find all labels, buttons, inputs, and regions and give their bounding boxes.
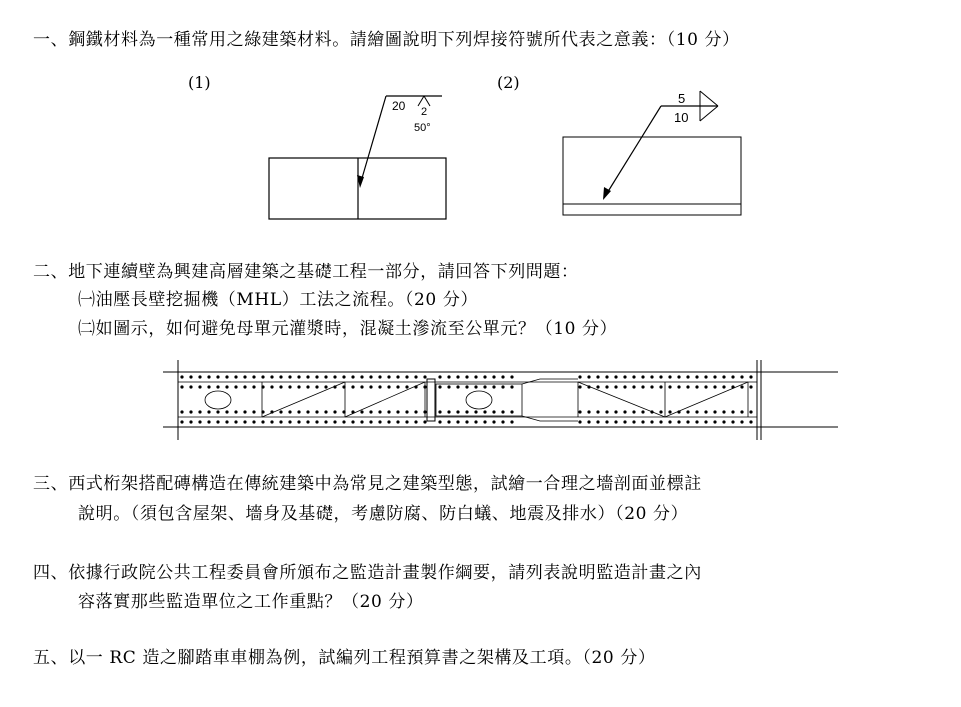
rebar-dot (270, 375, 273, 378)
rebar-dot (297, 385, 300, 388)
rebar-dot (414, 420, 417, 423)
rebar-dot (342, 420, 345, 423)
rebar-dot (333, 420, 336, 423)
rebar-dot (306, 375, 309, 378)
question-5-text: 五、以一 RC 造之腳踏車車棚為例，試編列工程預算書之架構及工項。（20 分） (33, 648, 656, 668)
rebar-dot (288, 375, 291, 378)
rebar-dot (492, 385, 495, 388)
rebar-dot (659, 385, 662, 388)
rebar-dot (414, 375, 417, 378)
rebar-dot (614, 385, 617, 388)
rebar-dot (510, 375, 513, 378)
rebar-dot (180, 375, 183, 378)
rebar-dot (578, 410, 581, 413)
rebar-dot (333, 375, 336, 378)
weld-size-text: 20 (392, 99, 406, 113)
rebar-dot (342, 385, 345, 388)
rebar-dot (396, 420, 399, 423)
rebar-dot (587, 385, 590, 388)
rebar-dot (252, 375, 255, 378)
rebar-dot (252, 420, 255, 423)
question-4-line-2: 容落實那些監造單位之工作重點？（20 分） (78, 592, 424, 612)
rebar-dot (623, 385, 626, 388)
rebar-dot (483, 385, 486, 388)
rebar-dot (632, 410, 635, 413)
rebar-dot (270, 410, 273, 413)
rebar-dot (695, 420, 698, 423)
rebar-dot (324, 410, 327, 413)
rebar-dot (465, 385, 468, 388)
rebar-dot (447, 375, 450, 378)
rebar-dot (198, 375, 201, 378)
rebar-dot (722, 420, 725, 423)
rebar-dot (483, 410, 486, 413)
rebar-dot (225, 420, 228, 423)
rebar-dot (483, 375, 486, 378)
rebar-dot (252, 410, 255, 413)
rebar-dot (243, 420, 246, 423)
rebar-dot (447, 410, 450, 413)
rebar-dot (396, 375, 399, 378)
rebar-dot (641, 385, 644, 388)
rebar-dot (650, 420, 653, 423)
rebar-dot (234, 385, 237, 388)
rebar-dot (668, 410, 671, 413)
rebar-dot (501, 420, 504, 423)
rebar-dot (279, 375, 282, 378)
rebar-dot (677, 410, 680, 413)
rebar-dot (677, 420, 680, 423)
rebar-dot (423, 385, 426, 388)
rebar-dot (279, 410, 282, 413)
rebar-dot (438, 420, 441, 423)
question-2-text: 二、地下連續壁為興建高層建築之基礎工程一部分，請回答下列問題： (33, 262, 579, 282)
rebar-dot (704, 420, 707, 423)
rebar-dot (351, 410, 354, 413)
rebar-dot (605, 375, 608, 378)
rebar-dot (650, 385, 653, 388)
fillet-bottom-text: 10 (674, 110, 689, 125)
rebar-dot (198, 420, 201, 423)
rebar-dot (587, 410, 590, 413)
rebar-dot (405, 385, 408, 388)
rebar-dot (668, 375, 671, 378)
rebar-dot (423, 420, 426, 423)
rebar-dot (713, 410, 716, 413)
rebar-dot (405, 375, 408, 378)
rebar-dot (405, 410, 408, 413)
rebar-dot (438, 385, 441, 388)
question-2-sub-2: ㈡如圖示，如何避免母單元灌漿時，混凝土滲流至公單元？（10 分） (78, 319, 618, 339)
rebar-dot (605, 385, 608, 388)
rebar-dot (438, 410, 441, 413)
rebar-dot (324, 420, 327, 423)
rebar-dot (474, 420, 477, 423)
cage-brace-2 (345, 382, 425, 417)
rebar-dot (587, 420, 590, 423)
rebar-dot (650, 375, 653, 378)
rebar-dot (623, 375, 626, 378)
rebar-dot (189, 410, 192, 413)
rebar-dot (351, 420, 354, 423)
rebar-dot (722, 385, 725, 388)
rebar-dot (686, 375, 689, 378)
weld-depth-text: 2 (421, 106, 428, 118)
rebar-dot (315, 385, 318, 388)
rebar-dot (405, 420, 408, 423)
rebar-dot (578, 420, 581, 423)
rebar-dot (632, 420, 635, 423)
rebar-dot (614, 410, 617, 413)
rebar-dot (731, 385, 734, 388)
rebar-dot (677, 375, 680, 378)
rebar-dot (686, 385, 689, 388)
rebar-dot (243, 410, 246, 413)
rebar-dot (704, 375, 707, 378)
rebar-dot (605, 410, 608, 413)
rebar-dot (587, 375, 590, 378)
rebar-dot (387, 375, 390, 378)
rebar-dot (189, 420, 192, 423)
rebar-dot (740, 385, 743, 388)
rebar-dot (578, 375, 581, 378)
rebar-dot (632, 375, 635, 378)
rebar-dot (261, 410, 264, 413)
rebar-dot (578, 385, 581, 388)
rebar-dot (465, 375, 468, 378)
rebar-dot (225, 385, 228, 388)
rebar-dot (234, 420, 237, 423)
rebar-dot (333, 410, 336, 413)
rebar-dot (252, 385, 255, 388)
rebar-dot (261, 420, 264, 423)
rebar-dot (456, 410, 459, 413)
rebar-dot (180, 385, 183, 388)
rebar-dot (474, 410, 477, 413)
rebar-dot (369, 385, 372, 388)
rebar-dot (740, 375, 743, 378)
rebar-dot (360, 420, 363, 423)
rebar-dot (731, 375, 734, 378)
rebar-dot (492, 375, 495, 378)
rebar-dot (623, 420, 626, 423)
rebar-dot (501, 410, 504, 413)
rebar-dot (596, 420, 599, 423)
rebar-dot (695, 385, 698, 388)
rebar-dot (180, 410, 183, 413)
rebar-dot (623, 410, 626, 413)
rebar-dot (632, 385, 635, 388)
rebar-dot (189, 375, 192, 378)
rebar-dot (677, 385, 680, 388)
rebar-dot (270, 385, 273, 388)
rebar-dot (731, 420, 734, 423)
rebar-dot (749, 385, 752, 388)
question-2-sub-1: ㈠油壓長壁挖掘機（MHL）工法之流程。（20 分） (78, 290, 479, 310)
rebar-dot (225, 410, 228, 413)
rebar-dot (225, 375, 228, 378)
rebar-dot (378, 410, 381, 413)
rebar-dot (668, 385, 671, 388)
rebar-dot (614, 375, 617, 378)
rebar-dot (261, 385, 264, 388)
question-3-line-2: 說明。（須包含屋架、墻身及基礎，考慮防腐、防白蟻、地震及排水）（20 分） (78, 504, 689, 524)
question-1-text: 一、鋼鐵材料為一種常用之綠建築材料。請繪圖說明下列焊接符號所代表之意義：（10 分） (33, 30, 740, 50)
rebar-dot (324, 375, 327, 378)
rebar-dot (596, 375, 599, 378)
rebar-dot (315, 375, 318, 378)
question-4-line-1: 四、依據行政院公共工程委員會所頒布之監造計畫製作綱要，請列表說明監造計畫之內 (33, 563, 702, 583)
rebar-dot (261, 375, 264, 378)
rebar-dot (483, 420, 486, 423)
rebar-dot (378, 420, 381, 423)
rebar-dot (288, 385, 291, 388)
rebar-dot (189, 385, 192, 388)
rebar-dot (180, 420, 183, 423)
question-3-line-1: 三、西式桁架搭配磚構造在傳統建築中為常見之建築型態，試繪一合理之墻剖面並標註 (33, 474, 702, 494)
rebar-dot (396, 385, 399, 388)
rebar-dot (465, 420, 468, 423)
rebar-dot (342, 410, 345, 413)
rebar-dot (414, 385, 417, 388)
rebar-dot (713, 375, 716, 378)
rebar-dot (342, 375, 345, 378)
rebar-dot (722, 375, 725, 378)
rebar-dot (351, 385, 354, 388)
rebar-dot (360, 410, 363, 413)
rebar-dot (641, 375, 644, 378)
rebar-dot (641, 410, 644, 413)
rebar-dot (351, 375, 354, 378)
rebar-dot (731, 410, 734, 413)
rebar-dot (713, 385, 716, 388)
figure-2-label: (2) (497, 73, 520, 92)
rebar-dot (749, 410, 752, 413)
rebar-dot (198, 410, 201, 413)
rebar-dot (360, 385, 363, 388)
rebar-dot (315, 420, 318, 423)
rebar-dot (216, 410, 219, 413)
rebar-dot (369, 375, 372, 378)
rebar-dot (288, 420, 291, 423)
rebar-dot (270, 420, 273, 423)
rebar-dot (686, 410, 689, 413)
groove-angle-text: 50° (414, 122, 431, 134)
rebar-dot (198, 385, 201, 388)
rebar-dot (740, 410, 743, 413)
tremie-hole-left (205, 391, 231, 409)
rebar-dot (387, 420, 390, 423)
rebar-dot (423, 410, 426, 413)
rebar-dot (474, 385, 477, 388)
rebar-dot (447, 385, 450, 388)
rebar-dot (279, 420, 282, 423)
rebar-dot (704, 410, 707, 413)
rebar-dot (306, 420, 309, 423)
rebar-dot (360, 375, 363, 378)
rebar-dot (465, 410, 468, 413)
rebar-dot (243, 375, 246, 378)
rebar-dot (740, 420, 743, 423)
rebar-dot (387, 410, 390, 413)
rebar-dot (297, 410, 300, 413)
rebar-dot (713, 420, 716, 423)
rebar-dot (216, 375, 219, 378)
rebar-dot (414, 410, 417, 413)
rebar-dot (695, 410, 698, 413)
rebar-dot (659, 410, 662, 413)
fillet-top-text: 5 (678, 91, 686, 106)
joint-plate (427, 379, 435, 421)
rebar-dot (288, 410, 291, 413)
rebar-dot (749, 420, 752, 423)
rebar-dot (297, 375, 300, 378)
rebar-dot (315, 410, 318, 413)
rebar-dot (605, 420, 608, 423)
rebar-dot (447, 420, 450, 423)
rebar-dot (333, 385, 336, 388)
rebar-dot (438, 375, 441, 378)
rebar-dot (695, 375, 698, 378)
rebar-dot (492, 420, 495, 423)
rebar-dot (474, 375, 477, 378)
figure-1-label: (1) (188, 73, 211, 92)
rebar-dot (749, 375, 752, 378)
rebar-dot (510, 420, 513, 423)
rebar-dot (659, 375, 662, 378)
rebar-dot (596, 410, 599, 413)
rebar-dot (686, 420, 689, 423)
rebar-dot (207, 420, 210, 423)
rebar-dot (243, 385, 246, 388)
rebar-dot (207, 385, 210, 388)
rebar-dot (378, 375, 381, 378)
rebar-dot (369, 420, 372, 423)
rebar-dot (668, 420, 671, 423)
rebar-dot (207, 410, 210, 413)
rebar-dot (324, 385, 327, 388)
rebar-dot (369, 410, 372, 413)
rebar-dot (492, 410, 495, 413)
rebar-dot (456, 385, 459, 388)
rebar-dot (396, 410, 399, 413)
rebar-dot (378, 385, 381, 388)
rebar-dot (456, 420, 459, 423)
rebar-dot (297, 420, 300, 423)
rebar-dot (216, 420, 219, 423)
rebar-dot (650, 410, 653, 413)
rebar-dot (456, 375, 459, 378)
rebar-dot (387, 385, 390, 388)
rebar-dot (659, 420, 662, 423)
rebar-dot (510, 385, 513, 388)
rebar-dot (234, 375, 237, 378)
taper-top (522, 379, 578, 384)
rebar-dot (279, 385, 282, 388)
rebar-dot (510, 410, 513, 413)
rebar-dot (423, 375, 426, 378)
rebar-dot (306, 385, 309, 388)
rebar-dot (207, 375, 210, 378)
rebar-dot (501, 385, 504, 388)
rebar-dot (596, 385, 599, 388)
rebar-dot (306, 410, 309, 413)
rebar-dot (704, 385, 707, 388)
rebar-dot (641, 420, 644, 423)
tremie-hole-right (466, 391, 492, 409)
rebar-dot (216, 385, 219, 388)
rebar-dot (501, 375, 504, 378)
rebar-dot (614, 420, 617, 423)
rebar-dot (234, 410, 237, 413)
rebar-dot (722, 410, 725, 413)
